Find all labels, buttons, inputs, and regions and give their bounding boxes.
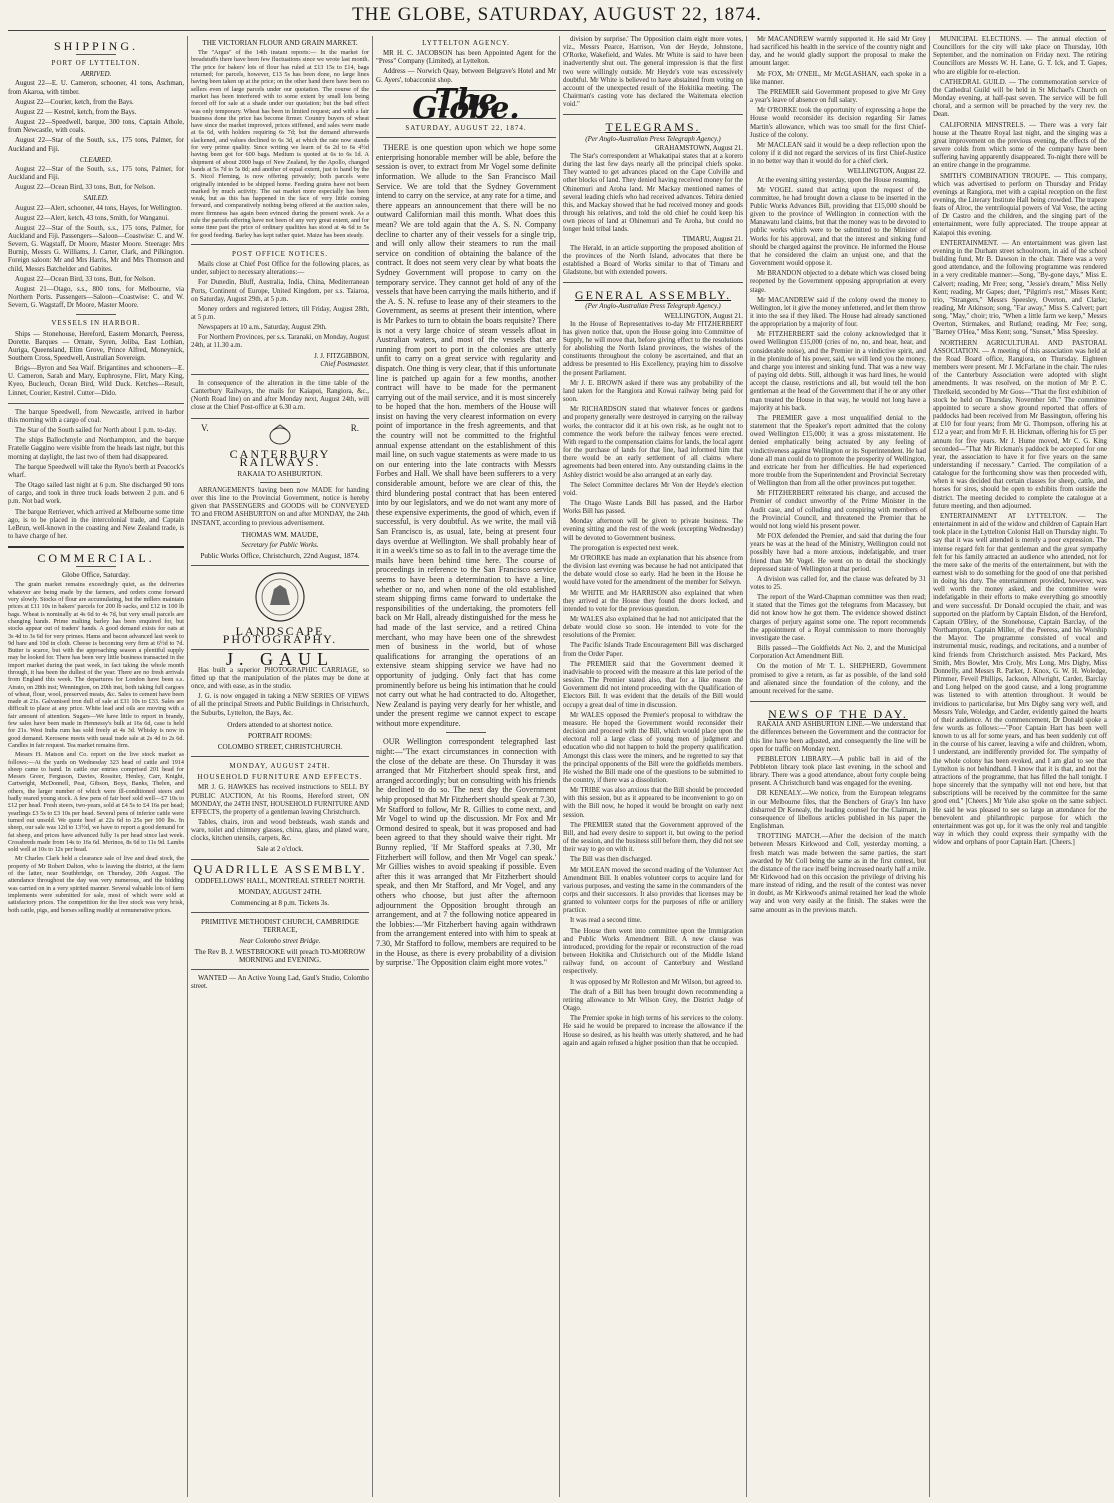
- body-text: August 22—Ocean Bird, 33 tons, Butt, for Nelson.: [15, 275, 156, 283]
- railways-sub: RAKAIA TO ASHBURTON.: [237, 469, 323, 478]
- body-text: Mr FITZHERBERT said the colony acknowledged that it owed Wellington £15,000 (cries of no, no, and hear, hear, and considerable noise), and the Premier in a vindictive spirit, and in the plenitude of his power, said, we will lend you the money, and charge you interest and sinking fund. That was a new way of paying old debts. Still, although it was hard lines, he would accept the clause, restrictions and all, but would tell the hon gentleman at the head of the Government that if he or any other man treated the House in that way, he would not long have a majority at his back.: [750, 331, 926, 412]
- rooms-heading: PORTRAIT ROOMS:: [248, 731, 312, 740]
- body-text: For Dunedin, Bluff, Australia, India, China, Mediterranean Ports, Continent of Europe, United Kingdom, per s.s. Taiaroa, on Saturday, August 29th, at 5 p.m.: [191, 279, 369, 303]
- body-text: Brigs—Byron and Sea Waif. Brigantines and schooners—E. U. Cameron, Sarah and Mary, Euphrosyne, Flirt, Mary King, Kyeo, Bucleuch, Ocean Bird, Wild Duck. Ketches—Result, Linnet, Courier, Kestrel. Cutter—Dido.: [8, 365, 184, 397]
- editorial-text: OUR Wellington correspondent telegraphed last night:—"The exact circumstances in connection with the close of the debate are these. On Thursday it was arranged that Mr Fitzherbert should speak first, and arranged accordingly; but on consulting with his friends he declined to do so. The next day the Government whip proposed that Mr Fitzherbert should speak at 7.30, Mr Stafford to follow, Mr R. Gillies to come next, and Mr Vogel to wind up the discussion. Mr Fox and Mr Ormond desired to speak, but it was proposed and had been agreed to that they should waive their right. Mr Bunny replied, 'If Mr Stafford speaks at 7.30, Mr Fitzherbert will follow, and then Mr Vogel can speak.' Mr Gillies wishes to avoid speaking if possible. Even after this it was arranged that Mr Fitzherbert should speak, and then Mr Stafford, and Mr Vogel, and any others who choose, but just after the afternoon adjournment the Opposition brought through an arrangement, and at 7 the following notice appeared in the lobbies:—'Mr Fitzherbert having again withdrawn from the arrangement entered into with him to speak at 7.30, Mr Stafford to follow, members are required to be in the House, as there is every probability of a division by surprise.' The Opposition claim eight more votes.": [376, 737, 556, 968]
- vessels-list: Ships — Stonehouse, Hereford, Eastern Monarch, Peeress, Dorette. Barques — Ornate, Syren, Joliba, East Lothian, Auriga, Queensland, Elim Grove, Prince Alfred, Moneynick, Southern Cross, Speedwell, Australian Sovereign.: [8, 330, 184, 362]
- body-text: PEBBLETON LIBRARY.—A public ball in aid of the Pebbleton library took place last evening, in the school and library. There was a good attendance, about forty couple being present. A Christchurch band was engaged for the evening.: [750, 755, 926, 788]
- body-text: The Bill was then discharged.: [570, 856, 652, 864]
- sale-time: Sale at 2 o'clock.: [256, 845, 304, 853]
- column-divider: [929, 36, 930, 1497]
- quadrille-date: MONDAY, AUGUST 24TH.: [238, 888, 322, 896]
- body-text: MUNICIPAL ELECTIONS. — The annual election of Councillors for the city will take place on Thursday, 10th September, and the nomination on Friday next. The retiring Councillors are Messrs W. H. Lane, G. T. Ick, and T. Gapes, who are eligible for re-election.: [933, 36, 1107, 76]
- arrival-item: August 22—Courier, ketch, from the Bays.: [15, 98, 134, 106]
- body-text: The PREMIER gave a most unqualified denial to the statement that the Speaker's report admitted that the colony owed Wellington £15,000; it was a gross misstatement. He denied emphatically being actuated by any feeling of vindictiveness against Wellington or its Superintendent. He had done all man could do to promote the prosperity of Wellington, and extricate her from her difficulties. He had experienced more trouble from the Superintendent and Provincial Secretary of Wellington than from all the other provinces put together.: [750, 414, 926, 488]
- body-text: Mr RICHARDSON stated that whatever fences or gardens and property generally were destroyed in carrying on the railway works, the contractor did it at his own risk, as he ought not to commence the work before the railway fences were erected. With regard to the compensation claims for lands, the local agent for the purchase of lands for that line, had informed him that there would be an early settlement of all claims where agreements had been entered into. Any outstanding claims in the Ashley district would be also arranged at an early day.: [563, 406, 743, 479]
- methodist-heading: PRIMITIVE METHODIST CHURCH, CAMBRIDGE TERRACE,: [201, 918, 359, 935]
- body-text: Mr TRIBE was also anxious that the Bill should be proceeded with this session, but as it appeared to be inconvenient to go on with the Bill now, he hoped it would be brought on early next session.: [563, 787, 743, 819]
- railways-signature-place: Public Works Office, Christchurch, 22nd August, 1874.: [200, 552, 360, 561]
- body-text: ENTERTAINMENT. — An entertainment was given last evening in the Durham street schoolroom, in aid of the school building fund, Mr B. Dawson in the chair. There was a very good attendance, and the following programme was rendered in a very creditable manner:—Song, "By-gone days," Miss E. Calvert; reading, Mr Free; song, "Jessie's dream," Miss Nelly Kent; reading, Mr Gapes; duet, "Pilgrim's rest," Misses Kent; trio, "Strangers," Messrs Speesley, Overton, and Clarke; reading, Mr Atkinson; song, "Far away," Miss S. Calvert; part song, "May," choir; trio, "When a little farm we keep," Messrs Overton, Stirmakes, and Rutland; reading, Mr Fee; song, "Barney O'Hea," Miss Kent; song, "Sunset," Miss Speesley.: [933, 239, 1107, 337]
- body-text: Mr MACLEAN said it would be a deep reflection upon the colony if it did not regard the services of its first Chief-Justice in no better way than it would do for a chief clerk.: [750, 141, 926, 166]
- masthead: THE GLOBE, SATURDAY, AUGUST 22, 1874.: [352, 4, 762, 25]
- body-text: It was opposed by Mr Rolleston and Mr Wilson, but agreed to.: [570, 978, 743, 986]
- photography-heading: LANDSCAPE PHOTOGRAPHY.: [222, 624, 338, 647]
- column-3: [376, 36, 556, 1497]
- railways-signature-title: Secretary for Public Works.: [241, 540, 319, 549]
- sailed-heading: SAILED.: [83, 194, 109, 203]
- rooms-address: COLOMBO STREET, CHRISTCHURCH.: [217, 742, 343, 751]
- body-text: division by surprise.' The Opposition claim eight more votes, viz., Messrs Pearce, Harrison, Von der Heyde, Johnstone, O'Rorke, Wakefield, and Wales. Mr White is said to have been inadvertently shut out. The general impression is that the first two were willingly outside. Mr Heyde's vote was excessively doubtful. Mr White is believed to have abstained from voting on account of the unexpected result of the Hokitika meeting. The Chairman's casting vote has declared the Waitemata election void.": [563, 36, 743, 109]
- body-text: Mr Charles Clark held a clearance sale of live and dead stock, the property of Mr Robert Dalton, who is leaving the district, at the farm of the latter, near Southbridge, on Thursday, 20th August. The attendance throughout the day was very numerous, and the bidding was carried on in a very spirited manner. Several valuable lots of farm implements were submitted for sale, most of which were sold at satisfactory prices. The competition for the live stock was very brisk, both cattle, pigs, and horses selling readily at remunerative prices.: [8, 855, 184, 914]
- body-text: CATHEDRAL GUILD. — The commemoration service of the Cathedral Guild will be held in St Michael's Church on Monday evening, at half-past seven. The service will be full choral, and a sermon will be preached by the very rev. the Dean.: [933, 78, 1107, 119]
- body-text: The Select Committee declares Mr Von der Heyde's election void.: [563, 481, 743, 497]
- arrival-item: August 22—Speedwell, barque, 300 tons, Captain Athole, from Newcastle, with coals.: [8, 119, 184, 135]
- body-text: August 22—Star of the South, s.s., 175 tons, Palmer, for Auckland and Fiji.: [8, 165, 184, 182]
- body-text: Monday afternoon will be given to private business. The evening sitting and the rest of the week (excepting Wednesday) will be devoted to Government business.: [563, 518, 743, 542]
- body-text: August 22—Alert, schooner, 44 tons, Hayes, for Wellington.: [15, 204, 183, 212]
- vr-left: V.: [201, 422, 209, 433]
- methodist-note: The Rev B. J. WESTBROOKE will preach TO-MORROW MORNING and EVENING.: [194, 947, 366, 964]
- body-text: Mr WHITE and Mr HARRISON also explained that when they arrived at the House they found the doors locked, and intended to vote for the previous question.: [563, 589, 743, 613]
- body-text: The PREMIER said Government proposed to give Mr Grey a year's leave of absence on full salary.: [750, 88, 926, 105]
- port-heading: PORT OF LYTTELTON.: [51, 59, 141, 68]
- body-text: Mr O'RORKE has made an explanation that his absence from the division last evening was because he had not anticipated that the debate would close so early. Had he been in the House he would have voted for the amendment of the member for Selwyn.: [563, 554, 743, 587]
- vr-crest-row: [191, 424, 369, 446]
- body-text: TROTTING MATCH.—After the decision of the match between Messrs Kirkwood and Coll, yesterday morning, a fresh match was made between the same parties, the start awarded by Mr Coll being the same as in the first contest, but the distance of the race itself being increased nearly half a mile. Mr Kirkwood had on this occasion the privilege of driving his mare instead of riding, and the result of the contest was never in doubt, as Mr Kirkwood's animal retained her lead the whole way and won very easily at the finish. The stakes were the same amount as in the previous match.: [750, 833, 926, 914]
- flour-heading: THE VICTORIAN FLOUR AND GRAIN MARKET.: [202, 39, 358, 47]
- post-signature: J. J. FITZGIBBON,: [314, 352, 369, 360]
- body-text: The draft of a Bill has been brought down recommending a retiring allowance to Mr Wilson Grey, the District Judge of Otago.: [563, 988, 743, 1013]
- body-text: Mr FOX, Mr O'NEIL, Mr McGLASHAN, each spoke in a like manner.: [750, 70, 926, 86]
- body-text: MR J. G. HAWKES has received instructions to SELL BY PUBLIC AUCTION, At his Rooms, Hereford street, ON MONDAY, the 24TH INST, HOUSEHOLD FURNITURE AND EFFECTS, the property of a gentleman leaving Christchurch.: [191, 784, 369, 816]
- body-text: The Pacific Islands Trade Encouragement Bill was discharged from the Order Paper.: [563, 642, 743, 658]
- column-5: [750, 36, 926, 1497]
- arrived-heading: ARRIVED.: [80, 70, 112, 79]
- commercial-note: Globe Office, Saturday.: [61, 571, 131, 580]
- body-text: August 22—Star of the South, s.s., 175 tons, Palmer, for Auckland and Fiji. Passengers—Saloon—Coastwise: C. and W. Severn, G. Wagstaff, Dr Moore, Master Moore. Steerage: Mrs Burnip, Messrs G. Williams, J. Carter, Clark, and Pilkington. Foreign saloon: Mr and Mrs Harris, Mr and Mrs Thomson and child, Messrs Batchelder and Gabites.: [8, 224, 184, 273]
- body-text: It was read a second time.: [570, 917, 642, 925]
- commercial-heading: COMMERCIAL.: [37, 551, 155, 566]
- body-text: August 21—Otago, s.s., 800 tons, for Melbourne, via Northern Ports. Passengers—Saloon—Coastwise: C. and W. Severn, G. Wagstaff, Dr Moore, Master Moore.: [8, 285, 184, 310]
- body-text: Mr WALES also explained that he had not anticipated that the debate would close so soon. He intended to vote for the resolutions of the Premier.: [563, 616, 743, 640]
- column-divider: [746, 36, 747, 1497]
- news-heading: NEWS OF THE DAY.: [768, 707, 908, 722]
- body-text: Mr O'RORKE took the opportunity of expressing a hope the House would reconsider its decision regarding Sir James Martin's allowance, which was too small for the first Chief-Justice of the colony.: [750, 107, 926, 139]
- orders-note: Orders attended to at shortest notice.: [227, 720, 333, 729]
- body-text: The Star's correspondent at Whakatipai states that at a korero during the last few days nearly all the principal chiefs spoke. They wanted to get advances placed on the Cape Colville and other blocks of land. They denied having received money for the Ohinemuri and Aroha land. Mr Mackay mentioned names of several leading chiefs who had received advances. Tehira denied this, and Mackay showed that he had received money and goods through his relatives, and told the old chief he could keep his own pieces of land at Ohinemuri and Te Aroha, but could no longer hold tribal lands.: [563, 152, 743, 234]
- body-text: The barque Retriever, which arrived at Melbourne some time ago, is to be placed in the intercolonial trade, and Captain LeBrun, well-known in the coasting and New Zealand trade, is to have charge of her.: [8, 508, 184, 540]
- quadrille-heading: QUADRILLE ASSEMBLY.: [193, 861, 367, 876]
- body-text: The PREMIER said that the Government deemed it inadvisable to proceed with the measure at this late period of the session. The Premier stated also, that for a like reason the Government did not intend proceeding with the Qualification of Electors Bill. It was evident that the details of the Bill would occupy a great deal of time in discussion.: [563, 660, 743, 709]
- body-text: The ships Ballochmyle and Northampton, and the barque Fratelle Gaggino were visible from the heads last night, but this morning at daylight, the last two of them had disappeared.: [8, 437, 184, 461]
- municipal-heading: MUNICIPAL ELECTIONS.: [940, 36, 1022, 43]
- globe-logo: The Globe.: [412, 82, 520, 126]
- wanted-ad: WANTED — An Active Young Lad, Gaul's Studio, Colombo street.: [191, 975, 369, 991]
- body-text: The barque Speedwell will take the Ryno's berth at Peacock's wharf.: [8, 463, 184, 479]
- body-text: In the House of Representatives to-day Mr FITZHERBERT has given notice that, upon the House going into Committee of Supply, he will move that, before giving effect to the resolutions for abolishing the North Island provinces, the wishes of the constituents throughout the colony be ascertained, and that an address be presented to His Excellency, praying him to dissolve the present Parliament.: [563, 320, 743, 377]
- gaul-name: J. GAUL: [226, 648, 334, 669]
- body-text: The Otago Waste Lands Bill has passed, and the Harbor Works Bill has passed.: [563, 499, 743, 516]
- body-text: NORTHERN AGRICULTURAL AND PASTORAL ASSOCIATION. — A meeting of this association was held at the Road Board office, Rangiora, on Thursday. Eighteen members were present. Mr J. McFarlane in the chair. The rules of the Canterbury Association were adopted with slight amendments. It was resolved, on the motion of Mr P. C. Threlkeld, seconded by Mr Goss—"That the first exhibition of stock be held on Thursday, November 5th." The committee appointed to secure a show ground reported that offers of paddocks had been received from Mr Bassington, offering his at £10 for four years; from Mr G. Thompson, offering his at £12 a year; and from Mr F. H. Hickman, offering his for £5 per annum for five years. Mr J. Hume moved, Mr C. G. King seconded—"That Mr Rickman's paddock be accepted for one year, the association to have it for five years on the same understanding if necessary." Carried. The compilation of a catalogue for the forthcoming show was then proceeded with, when it was decided that certain classes for sheep, cattle, and horses for sires, should be open to exhibits from outside the district. The meeting decided to complete the catalogue at a future meeting, and then adjourned.: [933, 339, 1107, 510]
- auction-date: MONDAY, AUGUST 24TH.: [229, 762, 331, 771]
- entertainment-heading: ENTERTAINMENT.: [940, 239, 999, 247]
- body-text: Bills passed—The Goldfields Act No. 2, and the Municipal Corporation Act Amendment Bill.: [750, 645, 926, 661]
- body-text: ARRANGEMENTS having been now MADE for handing over this line to the Provincial Government, notice is hereby given that PASSENGERS and GOODS will be CONVEYED TO and FROM ASHBURTON on and after MONDAY, the 24th INSTANT, according to previous advertisement.: [191, 487, 369, 527]
- body-text: Mr VOGEL stated that acting upon the request of the committee, he had brought down a clause to be inserted in the Public Works Advances Bill, providing that £15,000 should be given to the province of Wellington in connection with the Manawatu land claims, but that the money was to be devoted to public works which were to be submitted to the Minister of Works for his approval, and that the interest and sinking fund should be charged against the province. He informed the House that he considered the claim an unjust one, and that the Government would oppose it.: [750, 186, 926, 268]
- body-text: ENTERTAINMENT AT LYTTELTON. — The entertainment in aid of the widow and children of Captain Hart took place in the Lyttelton Colonist Hall on Thursday night. To say that it was well attended is merely a poor expression. The intense regard felt for that gentleman and the great sympathy felt for his family attracted an audience who attended, not for the mere sake of the merits of the entertainment, but with the earnest wish to do something for the good of one that perished in doing his duty. The entertainment provided, however, was well worth the money asked, and the committee were indefatigable in their efforts to make everything go smoothly and were successful. Dr Donald occupied the chair, and was supported on the platform by Captain Elsdon, of the Hereford, Captain O'Bley, of the Stonehouse, Captain Barclay, of the Northampton, Captain Miller, of the Peeress, and his Worship the Mayor. The programme consisted of vocal and instrumental music, readings, and recitations, and a number of kind friends from Christchurch assisted. Mrs Packard, Mrs Smith, Mrs Bowler, Mrs Croly, Mrs Long, Mrs Digby, Miss Donnelly, and Messrs R. Parker, J. Knox, G. W. H. Woledge, Plimmer, Feveil Phillips, Jackson, Allwright, Carder, Barclay and Long helped on the good cause, and a long programme was listened to with attention throughout. It would be invidious to particularise, but Mrs Digby sang very well, and Messrs Yule, Woledge, and Carder, evidently gained the hearts of their audience. At the commencement, Dr Donald spoke a few words as follows:—"Poor Captain Hart has been well known to us all for some years, and has been suddenly cut off in the course of his career, leaving a wife and children, whom, I understand, are indifferently provided for. The sympathy of the whole colony has been evoked, and I am glad to see that Lyttelton is not behindhand. I know that it is that, and not the attractions of the programme, that has filled the hall tonight. I hope sincerely that the sympathy will not end here, but that subscriptions will be received by the committee for the same good end." [Cheers.] Mr Yule also spoke on the same subject. He said he was pleased to see so large an attendance for the benevolent and philanthropic purpose for which the entertainment was got up, for it was the only real and tangible way in which they could express their sympathy with the widow and orphans of poor Captain Hart. [Cheers.]: [933, 512, 1107, 847]
- vessels-heading: VESSELS IN HARBOR.: [51, 319, 141, 328]
- railways-heading: CANTERBURY RAILWAYS.: [229, 446, 331, 469]
- household-heading: HOUSEHOLD FURNITURE AND EFFECTS.: [197, 773, 363, 782]
- body-text: Mr FOX defended the Premier, and said that during the four years he was at the head of the Ministry, Wellington could not possibly have had a more anxious, indefatigable, and truer friend than Mr Vogel. He went on to detail the shockingly depressed state of Wellington at that period.: [750, 533, 926, 573]
- wellington-dateline: WELLINGTON, August 21.: [664, 312, 743, 320]
- body-text: SMITH'S COMBINATION TROUPE. — This company, which was advertised to perform on Thursday and Friday evenings at Rangiora, met with a capital reception on the first evening, the Literary Institute Hall being crowded. The trapeze feats of Alroc, the ventriloquial powers of Val Vose, the acting of Dr Castro and the children, and the singing part of the entertainment, were fully appreciated. The troupe appear at Kaiapoi this evening.: [933, 172, 1107, 237]
- masthead-rule: [8, 30, 1106, 31]
- body-text: DR KENEALY.—We notice, from the European telegrams in our Melbourne files, that the Benchers of Gray's Inn have disbarred Dr Kenealy, the leading counsel for the Claimant, in consequence of libellous articles published in his paper the Englishman.: [750, 790, 926, 831]
- railways-signature: THOMAS WM. MAUDE,: [241, 530, 319, 539]
- column-1: [8, 36, 184, 1497]
- grahamstown-dateline: GRAHAMSTOWN, August 21.: [654, 144, 743, 152]
- body-text: Mr FITZHERBERT reiterated his charge, and accused the Premier of conduct unworthy of the Prime Minister in the Audit case, and of colluding and conspiring with members of the Provincial Council, and threatened the Premier that he would not long wield his present power.: [750, 490, 926, 530]
- shipping-heading: SHIPPING.: [53, 39, 138, 53]
- body-text: August 22—Alert, ketch, 43 tons, Smith, for Wanganui.: [15, 214, 169, 222]
- body-text: Money orders and registered letters, till Friday, August 28th, at 5 p.m.: [191, 305, 369, 321]
- post-signature-title: Chief Postmaster.: [320, 360, 369, 368]
- body-text: Tables, chairs, iron and wood bedsteads, wash stands and ware, toilet and chimney glasses, china, glass, and plated ware, clocks, kitchen utensils, carpets, &c.: [191, 819, 369, 843]
- body-text: Mr BRANDON objected to a debate which was closed being reopened by the Government opposing appropriation at every stage.: [750, 270, 926, 294]
- body-text: The prorogation is expected next week.: [570, 544, 679, 552]
- guild-heading: CATHEDRAL GUILD.: [940, 78, 1007, 86]
- body-text: At the evening sitting yesterday, upon the House resuming,: [757, 176, 920, 184]
- post-office-heading: POST OFFICE NOTICES.: [232, 249, 328, 258]
- vr-right: R.: [350, 422, 359, 433]
- northern-heading: NORTHERN AGRICULTURAL AND PASTORAL ASSOCIATION.: [933, 339, 1107, 355]
- editorial-text: THERE is one question upon which we hope some enterprising honorable member will be able, before the session is over, to extract from Mr Vogel some definite information. We allude to the San Francisco Mail Service. We are told that the Sydney Government intend to carry on the service, at any rate for a time, and there appears an announcement that there will be no outward Californian mail this month. What does this mean? We are told again that the A. S. N. Company decline to charter any of their vessels for a single trip, and will only allow their steamers to run the mail service on condition of obtaining the balance of the contract. It does not seem very clear by what boats the Sydney Government will propose to carry on the temporary service. They cannot get hold of any of the vessels that have been carrying the mails hitherto, and if the A. S. N. refuse to lease any of their steamers to the Government, as seems at present their intention, where is Mr Parkes to turn to obtain the boats requisite? There is not a very large choice of steam vessels afloat in Australian waters, and most of the vessels that are running from port to port in the colonies are utterly unfit to carry on a great service with regularity and dispatch. One thing is very clear, that if this unfortunate line is patched up again for a few months, another contract will have to be made for the permanent carrying out of the mail service, and it is most sincerely to be hoped that the hon. members of the House will insist on having the very clearest information on every point of importance in the fresh agreements, and that the country will not be committed to the frightful annual expense attendant on the establishment of this mail line, on such vague statements as were made to us on our entering into the late contracts with Messrs Forbes and Hall. We shall have been sufferers to a very considerable amount, before we are clear of this, the third blundering postal contract that has been entered into by our legislators, and we do not want any more of these expensive experiments, the good of which, even if successful, is very doubtful. As we write, the mail viâ San Francisco is, as usual, late, being at present four days overdue at Wellington. We shall probably hear of it in a week's time so as to fall in to the average time the mails have been behind time here. The course of proceedings in reference to the San Francisco service seems to have been a determination to have a line, whether or no, and when none of the old established steam shipping firms came forward to undertake the responsibilities of the undertaking, the promoters fell back on Mr Hall, already distinguished for the mess he had made of the last service, and a retired China merchant, who may have been one of the shrewdest men of business in the world, but of whose qualifications for arranging the operations of an extensive steam shipping service we have had no opportunity of judging. Only fact that has come prominently before us being his intimation that he could not carry out what he had contracted to do. Altogether, New Zealand is paying very dearly for her whistle, and under the present regime we cannot expect to escape without more expenditure.: [376, 143, 556, 728]
- body-text: Has built a superior PHOTOGRAPHIC CARRIAGE, so fitted up that the manipulation of the plates may be done at once, and with ease, as in the studio.: [191, 666, 369, 691]
- medal-seal-icon: [254, 571, 306, 623]
- body-text: Mails close at Chief Post Office for the following places, as under, subject to necessary alterations:—: [191, 261, 369, 277]
- body-text: Mr MOLEAN moved the second reading of the Volunteer Act Amendment Bill. It enables volunteer corps to acquire land for various purposes, and vesting the same in the commanders of the corps and their successors. It also provides that licenses may be granted to volunteer corps for the purposes of rifle or artillery practice.: [563, 866, 743, 915]
- body-text: The House then went into committee upon the Immigration and Public Works Amendment Bill. A new clause was introduced, providing for the repair or reconstruction of the road between Hokitika and Christchurch out of the Middle Island railway fund, on account of Canterbury and Westland respectively.: [563, 927, 743, 976]
- wellington-dateline-2: WELLINGTON, August 22.: [847, 168, 926, 176]
- body-text: RAKAIA AND ASHBURTON LINE.—We understand that the differences between the Government and the contractor for this line have been adjusted, and consequently the line will be open for traffic on Monday next.: [750, 721, 926, 753]
- lyttelton-heading: ENTERTAINMENT AT LYTTELTON.: [940, 512, 1068, 520]
- issue-date: SATURDAY, AUGUST 22, 1874.: [405, 124, 527, 133]
- body-text: Mr WALES opposed the Premier's proposal to withdraw the measure. He hoped the Government would reconsider their decision and proceed with the Bill, which would place upon the electoral roll a large class of young men of judgment and education who did not happen to hold the property qualification. Amongst this class were the miners, and he regretted to say that the principal opponents of the Bill were the goldfields members. He wished the Bill made one of the questions to be submitted to the country, if there was a dissolution.: [563, 711, 743, 784]
- body-text: The Otago sailed last night at 6 p.m. She discharged 90 tons of cargo, and took in three truck loads between 2 p.m. and 6 p.m. Not bad work.: [8, 482, 184, 506]
- timaru-dateline: TIMARU, August 21.: [682, 236, 743, 244]
- body-text: J. G. is now engaged in taking a NEW SERIES OF VIEWS of all the principal Streets and Public Buildings in Christchurch, the Suburbs, Lyttelton, the Bays, &c.: [191, 693, 369, 717]
- body-text: The PREMIER stated that the Government approved of the Bill, and had every desire to support it, but owing to the period of the session, and the business still before them, they did not see their way to go on with it.: [563, 821, 743, 854]
- body-text: In consequence of the alteration in the time table of the Canterbury Railways, the mails for Kaiapoi, Rangiora, &c., (North Road line) on and after Monday next, August 24th, will close at the Chief Post-office at 6.30 a.m.: [191, 379, 369, 412]
- arrival-item: August 22—E. U. Cameron, schooner, 41 tons, Aschman, from Akaroa, with timber.: [8, 80, 184, 96]
- agency-address: Address — Norwich Quay, between Belgrave's Hotel and Mr G. Ayers', tobacconist shop.: [376, 68, 556, 84]
- assembly-source: (Per Anglo-Australian Press Telegraph Agency.): [585, 302, 721, 311]
- body-text: The barque Speedwell, from Newcastle, arrived in harbor this morning with a cargo of coal.: [8, 408, 184, 424]
- agency-text: MR H. C. JACOBSON has been Appointed Agent for the "Press" Company (Limited), at Lyttelton.: [376, 50, 556, 66]
- column-4: [563, 36, 743, 1497]
- body-text: CALIFORNIA MINSTRELS. — There was a very fair house at the Theatre Royal last night, and the singing was a great improvement on the previous evening, the effects of the severe colds from which some of the company have been suffering having apparently disappeared. To-night there will be an entire change in the programme.: [933, 121, 1107, 170]
- agency-heading: LYTTELTON AGENCY.: [422, 39, 510, 47]
- royal-crest-icon: [265, 424, 295, 446]
- assembly-heading: GENERAL ASSEMBLY.: [574, 288, 732, 303]
- column-6: [933, 36, 1107, 1497]
- arrival-item: August 22—Star of the South, s.s., 175 tons, Palmer, for Auckland and Fiji.: [8, 137, 184, 153]
- body-text: The "Argus" of the 14th instant reports:— In the market for breadstuffs there have been few fluctuations since we wrote last month. The price for bakers' lots of flour has ruled at £13 15s to £14, bags returned; for parcels, however, £13 5s has been done, no large lines having been taken up at the price; on the other hand there have been no sellers even of large parcels under our quotation. The course of the market has been interfered with to some extent by small lots being forced off for sale at a shade under our quotation; but the bad effect was only temporary. Wheat has been in limited request; and with a fair business done the price has become firmer. Country buyers of wheat have since the market improved, prices stiffened, and sales were made at 6s 6d, with holders requiring 6s 7d; but the demand afterwards slackened, and values declined to 6s 3d, at which the rate now stands for very prime quality. Since writing we learn of 6s 2d to 6s 4½d having been got for 600 bags. Medium is quoted at 6s to 6s 1d. A shipment of about 2000 bags of New Zealand, by the Apollo, changed hands at 5s 7d to 5s 8d; and another of equal extent, just to hand by the S. Nicol Fleming, is now offering privately; both parcels were originally intended to be shipped home. Feeding grains have not been marked by much activity. The oat market more especially has been weak, but as this has happened in the face of very little coming forward, and comparatively nothing being offered at the auction sales, more firmness has again been evinced during the present week. As a rule the parcels offering have not been of any very great extent, and for some time past the price of ordinary qualities has stood at 4s 6d to 5s for good feeding. Barley has kept rather quiet. Maize has been steady.: [191, 49, 369, 239]
- quadrille-time: Commencing at 8 p.m. Tickets 3s.: [230, 899, 330, 908]
- column-divider: [187, 36, 188, 1497]
- telegrams-heading: TELEGRAMS.: [605, 120, 701, 135]
- quadrille-place: ODDFELLOWS' HALL, MONTREAL STREET NORTH.: [194, 876, 366, 885]
- body-text: A division was called for, and the clause was defeated by 31 votes to 25.: [750, 575, 926, 591]
- body-text: Mr J. E. BROWN asked if there was any probability of the land taken for the Rangiora and Kowai railway being paid for soon.: [563, 379, 743, 404]
- cleared-heading: CLEARED.: [79, 155, 113, 164]
- troupe-heading: SMITH'S COMBINATION TROUPE.: [940, 172, 1051, 180]
- body-text: August 22—Ocean Bird, 33 tons, Butt, for Nelson.: [15, 184, 156, 192]
- body-text: The report of the Ward-Chapman committee was then read; it stated that the Times got the telegrams from Macassey, but did not know how he got them. The evidence showed distinct charges of perjury against some one. The report recommends the appointment of a Royal commission to more thoroughly investigate the case.: [750, 594, 926, 642]
- body-text: Newspapers at 10 a.m., Saturday, August 29th.: [198, 324, 327, 332]
- body-text: For Northern Provinces, per s.s. Taranaki, on Monday, August 24th, at 11.30 a.m.: [191, 334, 369, 350]
- body-text: The Premier spoke in high terms of his services to the colony. He said he would be prepared to increase the allowance if the House so desired, as his health was utterly shattered, and he had again and again refused a higher position than that he occupied.: [563, 1015, 743, 1047]
- body-text: On the motion of Mr T. L. SHEPHERD, Government promised to give a return, as far as possible, of the land sold and alienated since the foundation of the colony, and the amount received for the same.: [750, 663, 926, 695]
- body-text: Mr MACANDREW warmly supported it. He said Mr Grey had sacrificed his health in the service of the country night and day, and he would gladly support the proposal to make the amount larger.: [750, 36, 926, 68]
- body-text: The Herald, in an article supporting the proposed abolition of the provinces of the North Island, advocates that there be established a Board of Works similar to that of Timaru and Gladstone, but with extended powers.: [563, 244, 743, 277]
- arrival-item: August 22 — Kestrel, ketch, from the Bays.: [15, 108, 137, 116]
- column-divider: [372, 36, 373, 1497]
- body-text: Messrs H. Matson and Co. report on the live stock market as follows:—At the yards on Wednesday 323 head of cattle and 1914 sheep came to hand. In cattle our entries comprised 201 head for Messrs Greer, Ferguson, Davies, Rossiter, Henley, Carr, Knight, Cartwright, McDonnell, Peat, Gibson, Boys, Banks, Thelen, and others, the larger number of which were ill-conditioned steers and badly reared young stock. A few pens of fair beef sold well—£7 10s to £12 per head. Fresh steers, two-years, sold at £4 5s to £4 16s per head; yearlings £3 5s to £3 10s per head. Several pens of inferior cattle were turned out unsold. We quote beef at 22s 6d to 25s per 100 lbs. In sheep, our sale was 12d to 13½d, we have to report a good demand for fat sheep, and prices have advanced fully 1s per head since last week. Crossbreds made from 14s to 16s 6d. Merinos, 8s 6d to 11s 9d. Lambs sold well at 10s to 12s per head.: [8, 751, 184, 854]
- minstrels-heading: CALIFORNIA MINSTRELS.: [940, 121, 1026, 129]
- column-2: [191, 36, 369, 1497]
- body-text: The Star of the South sailed for North about 1 p.m. to-day.: [15, 427, 177, 435]
- column-divider: [559, 36, 560, 1497]
- body-text: The grain market remains exceedingly quiet, as the deliveries whatever are being made by the farmers, and orders come forward very slowly. Stocks of flour are accumulating, but the millers maintain prices at £11 10s in bakers' parcels for 200 lb sacks, and £12 in 100 lb bags. Wheat is nominally at 4s 6d to 4s 7d, but very small parcels are changing hands. Prime malting barley has been enquired for, but stocks appear out of traders' hands. A good demand exists for oats at 3s 4d to 3s 6d for very primes. Hams and bacon advanced last week to 9d bare and 10d in cloth. Cheese is becoming very firm at 6½d to 7d. Butter is scarce, but with the approaching season a plentiful supply may be looked for. There has been very little business transacted in the import market during the past week, in fact taking the whole month through, it has been the dullest of the year. There are no fresh arrivals from England this week. The departures for London have been s.s. Atrato, on 28th inst; Wennington, on 20th inst, both taking full cargoes of wheat, flour, wool, preserved meats, &c. Sales to cement have been made at 21s. Galvanised iron dull of sale at £31 10s to £33. Sales are difficult to place at any price. White lead and oils are moving with a fair amount of attention. Sugars—We have little to report in brandy, few sales have been made in Hennessy's bulk at 16s 6d, case is held for 21s. West India rum has sold freely at 4s 3d. Whisky is now in good demand. Kerosene meets with usual trade sale at 2s 4d to 2s 6d. Candles in fair request. Tea market remains firm.: [8, 581, 184, 749]
- methodist-sub: Near Colombo street Bridge.: [239, 936, 321, 945]
- body-text: Mr MACANDREW said if the colony owed the money to Wellington, let it give the money unfettered, and let them throw it into the sea if they liked. The House had already sanctioned the appropriation by a majority of four.: [750, 296, 926, 329]
- telegrams-source: (Per Anglo-Australian Press Telegraph Agency.): [585, 134, 721, 143]
